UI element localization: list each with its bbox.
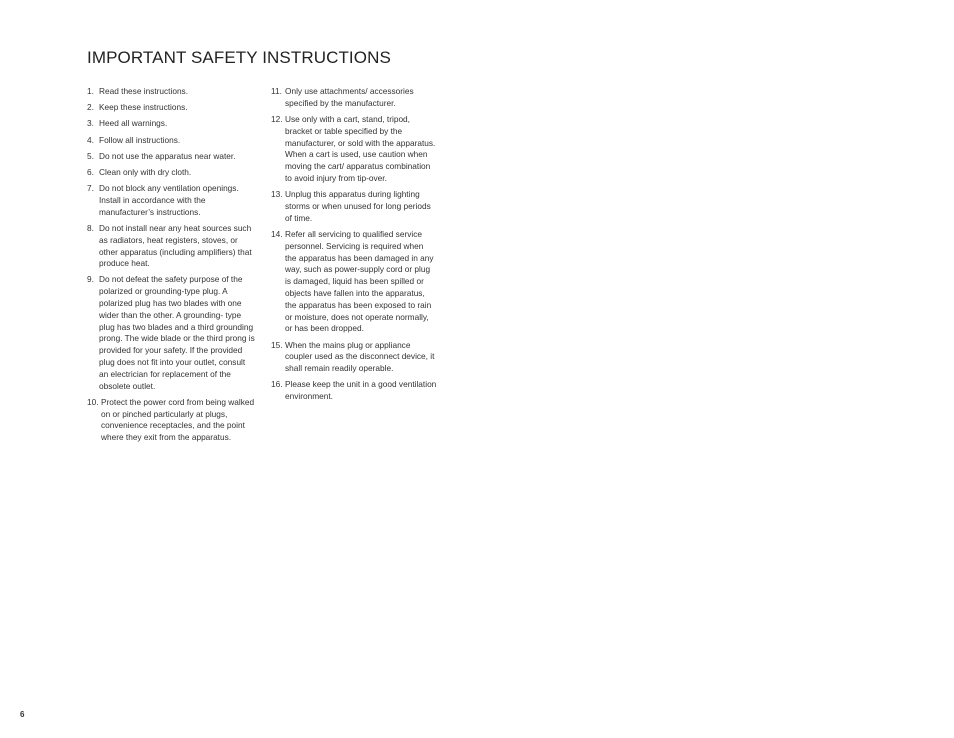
item-number: 6. xyxy=(87,166,94,177)
list-item xyxy=(87,118,255,130)
item-text: Unplug this apparatus during lighting storms or when unused for long periods of time. xyxy=(285,189,431,223)
item-text: Do not defeat the safety purpose of the polarized or grounding-type plug. A polarized plug has two blades with one wider than the other. A grounding- type plug has two blades and a third grounding prong. The wide blade or the third prong is provided for your safety. If the provided plug does not fit into your outlet, consult an electrician for replacement of the obsolete outlet. xyxy=(99,274,255,391)
item-text: Do not install near any heat sources such as radiators, heat registers, stoves, or other apparatus (including amplifiers) that produce heat. xyxy=(99,222,252,269)
item-text: Do not block any ventilation openings. Install in accordance with the manufacturer’s instructions. xyxy=(99,183,239,217)
page-title: IMPORTANT SAFETY INSTRUCTIONS xyxy=(87,48,391,67)
item-number: 8. xyxy=(87,222,94,233)
list-item xyxy=(87,183,255,218)
item-number: 13. xyxy=(271,189,283,200)
instructions-list-left xyxy=(87,86,255,448)
item-text: Please keep the unit in a good ventilation environment. xyxy=(285,379,437,402)
page-number: 6 xyxy=(20,710,25,719)
item-number: 2. xyxy=(87,102,94,113)
item-text: Use only with a cart, stand, tripod, bracket or table specified by the manufacturer, or sold with the apparatus. When a cart is used, use caution when moving the cart/ apparatus combination to avoid injury from tip-over. xyxy=(285,113,436,183)
item-text: Read these instructions. xyxy=(99,86,189,96)
item-number: 10. xyxy=(87,396,99,407)
item-text: Do not use the apparatus near water. xyxy=(99,150,236,161)
item-number: 12. xyxy=(271,113,283,124)
item-number: 16. xyxy=(271,379,283,390)
item-number: 3. xyxy=(87,118,94,129)
list-item xyxy=(271,379,437,403)
item-number: 7. xyxy=(87,183,94,194)
item-number: 15. xyxy=(271,339,283,350)
item-text: Clean only with dry cloth. xyxy=(99,166,192,177)
item-text: Refer all servicing to qualified service personnel. Servicing is required when the apparatus has been damaged in any way, such as power-supply cord or plug is damaged, liquid has been spilled or objects have fallen into the apparatus, the apparatus has been exposed to rain or moisture, does not operate normally, or has been dropped. xyxy=(285,228,434,334)
item-text: Keep these instructions. xyxy=(99,102,188,113)
item-text: Only use attachments/ accessories specified by the manufacturer. xyxy=(285,86,414,108)
list-item xyxy=(87,102,255,114)
list-item xyxy=(271,189,437,224)
list-item xyxy=(87,167,255,179)
list-item xyxy=(87,397,255,444)
item-number: 14. xyxy=(271,228,283,239)
item-text: Follow all instructions. xyxy=(99,134,181,145)
item-number: 5. xyxy=(87,150,94,161)
item-number: 9. xyxy=(87,274,94,285)
list-item xyxy=(271,86,437,110)
instructions-list-right xyxy=(271,86,437,407)
list-item xyxy=(87,223,255,270)
list-item xyxy=(87,151,255,163)
list-item xyxy=(87,135,255,147)
list-item xyxy=(271,114,437,185)
list-item xyxy=(271,229,437,335)
item-text: Protect the power cord from being walked on or pinched particularly at plugs, convenience receptacles, and the point where they exit from the apparatus. xyxy=(101,396,255,443)
item-text: When the mains plug or appliance coupler used as the disconnect device, it shall remain readily operable. xyxy=(285,339,435,374)
list-item xyxy=(271,340,437,375)
item-number: 4. xyxy=(87,134,94,145)
item-number: 1. xyxy=(87,86,94,96)
list-item xyxy=(87,274,255,392)
item-text: Heed all warnings. xyxy=(99,118,168,129)
list-item xyxy=(87,86,255,98)
item-number: 11. xyxy=(271,86,282,96)
